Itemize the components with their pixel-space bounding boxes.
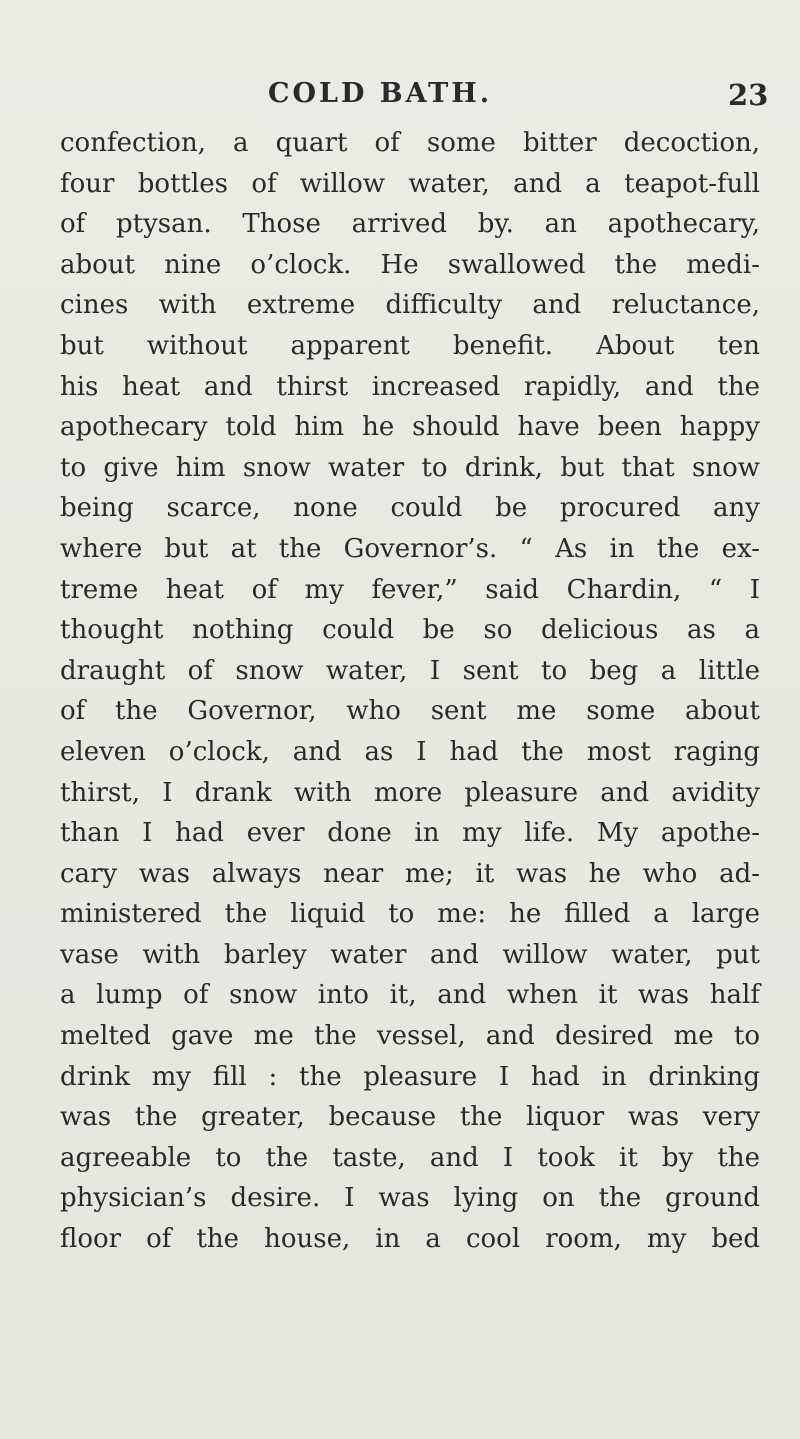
text-line: his heat and thirst increased rapidly, and the <box>60 371 760 402</box>
text-line: eleven o’clock, and as I had the most raging <box>60 736 760 767</box>
text-line: apothecary told him he should have been happy <box>60 412 760 443</box>
text-line: was the greater, because the liquor was very <box>60 1102 760 1133</box>
text-line: about nine o’clock. He swallowed the medi- <box>60 249 760 280</box>
text-line: ministered the liquid to me: he filled a large <box>60 899 760 930</box>
text-line: of the Governor, who sent me some about <box>60 696 760 727</box>
text-line: to give him snow water to drink, but that snow <box>60 452 760 483</box>
text-line: being scarce, none could be procured any <box>60 493 760 524</box>
text-line: a lump of snow into it, and when it was half <box>60 980 760 1011</box>
text-line: but without apparent benefit. About ten <box>60 330 760 361</box>
text-line: confection, a quart of some bitter decoction, <box>60 128 760 158</box>
text-line: draught of snow water, I sent to beg a little <box>60 655 760 686</box>
running-head <box>0 78 800 114</box>
text-line: thirst, I drank with more pleasure and avidity <box>60 777 760 808</box>
text-line: cines with extreme difficulty and reluctance, <box>60 290 760 321</box>
page-number: 23 <box>728 78 769 112</box>
text-line: where but at the Governor’s. “ As in the ex- <box>60 533 760 564</box>
text-line: agreeable to the taste, and I took it by the <box>60 1142 760 1173</box>
text-line: treme heat of my fever,” said Chardin, “ I <box>60 574 760 605</box>
text-line: melted gave me the vessel, and desired me to <box>60 1021 760 1052</box>
text-line: thought nothing could be so delicious as a <box>60 615 760 646</box>
text-line: of ptysan. Those arrived by. an apothecary, <box>60 209 760 240</box>
text-line: vase with barley water and willow water, put <box>60 939 760 970</box>
text-line: physician’s desire. I was lying on the ground <box>60 1183 760 1214</box>
text-line: cary was always near me; it was he who ad- <box>60 858 760 889</box>
running-title: COLD BATH. <box>268 78 493 109</box>
body-text <box>60 123 760 1260</box>
text-line: drink my fill : the pleasure I had in drinking <box>60 1061 760 1092</box>
text-line: floor of the house, in a cool room, my bed <box>60 1224 760 1255</box>
text-line: than I had ever done in my life. My apothe- <box>60 818 760 849</box>
text-line: four bottles of willow water, and a teapot-full <box>60 168 760 199</box>
